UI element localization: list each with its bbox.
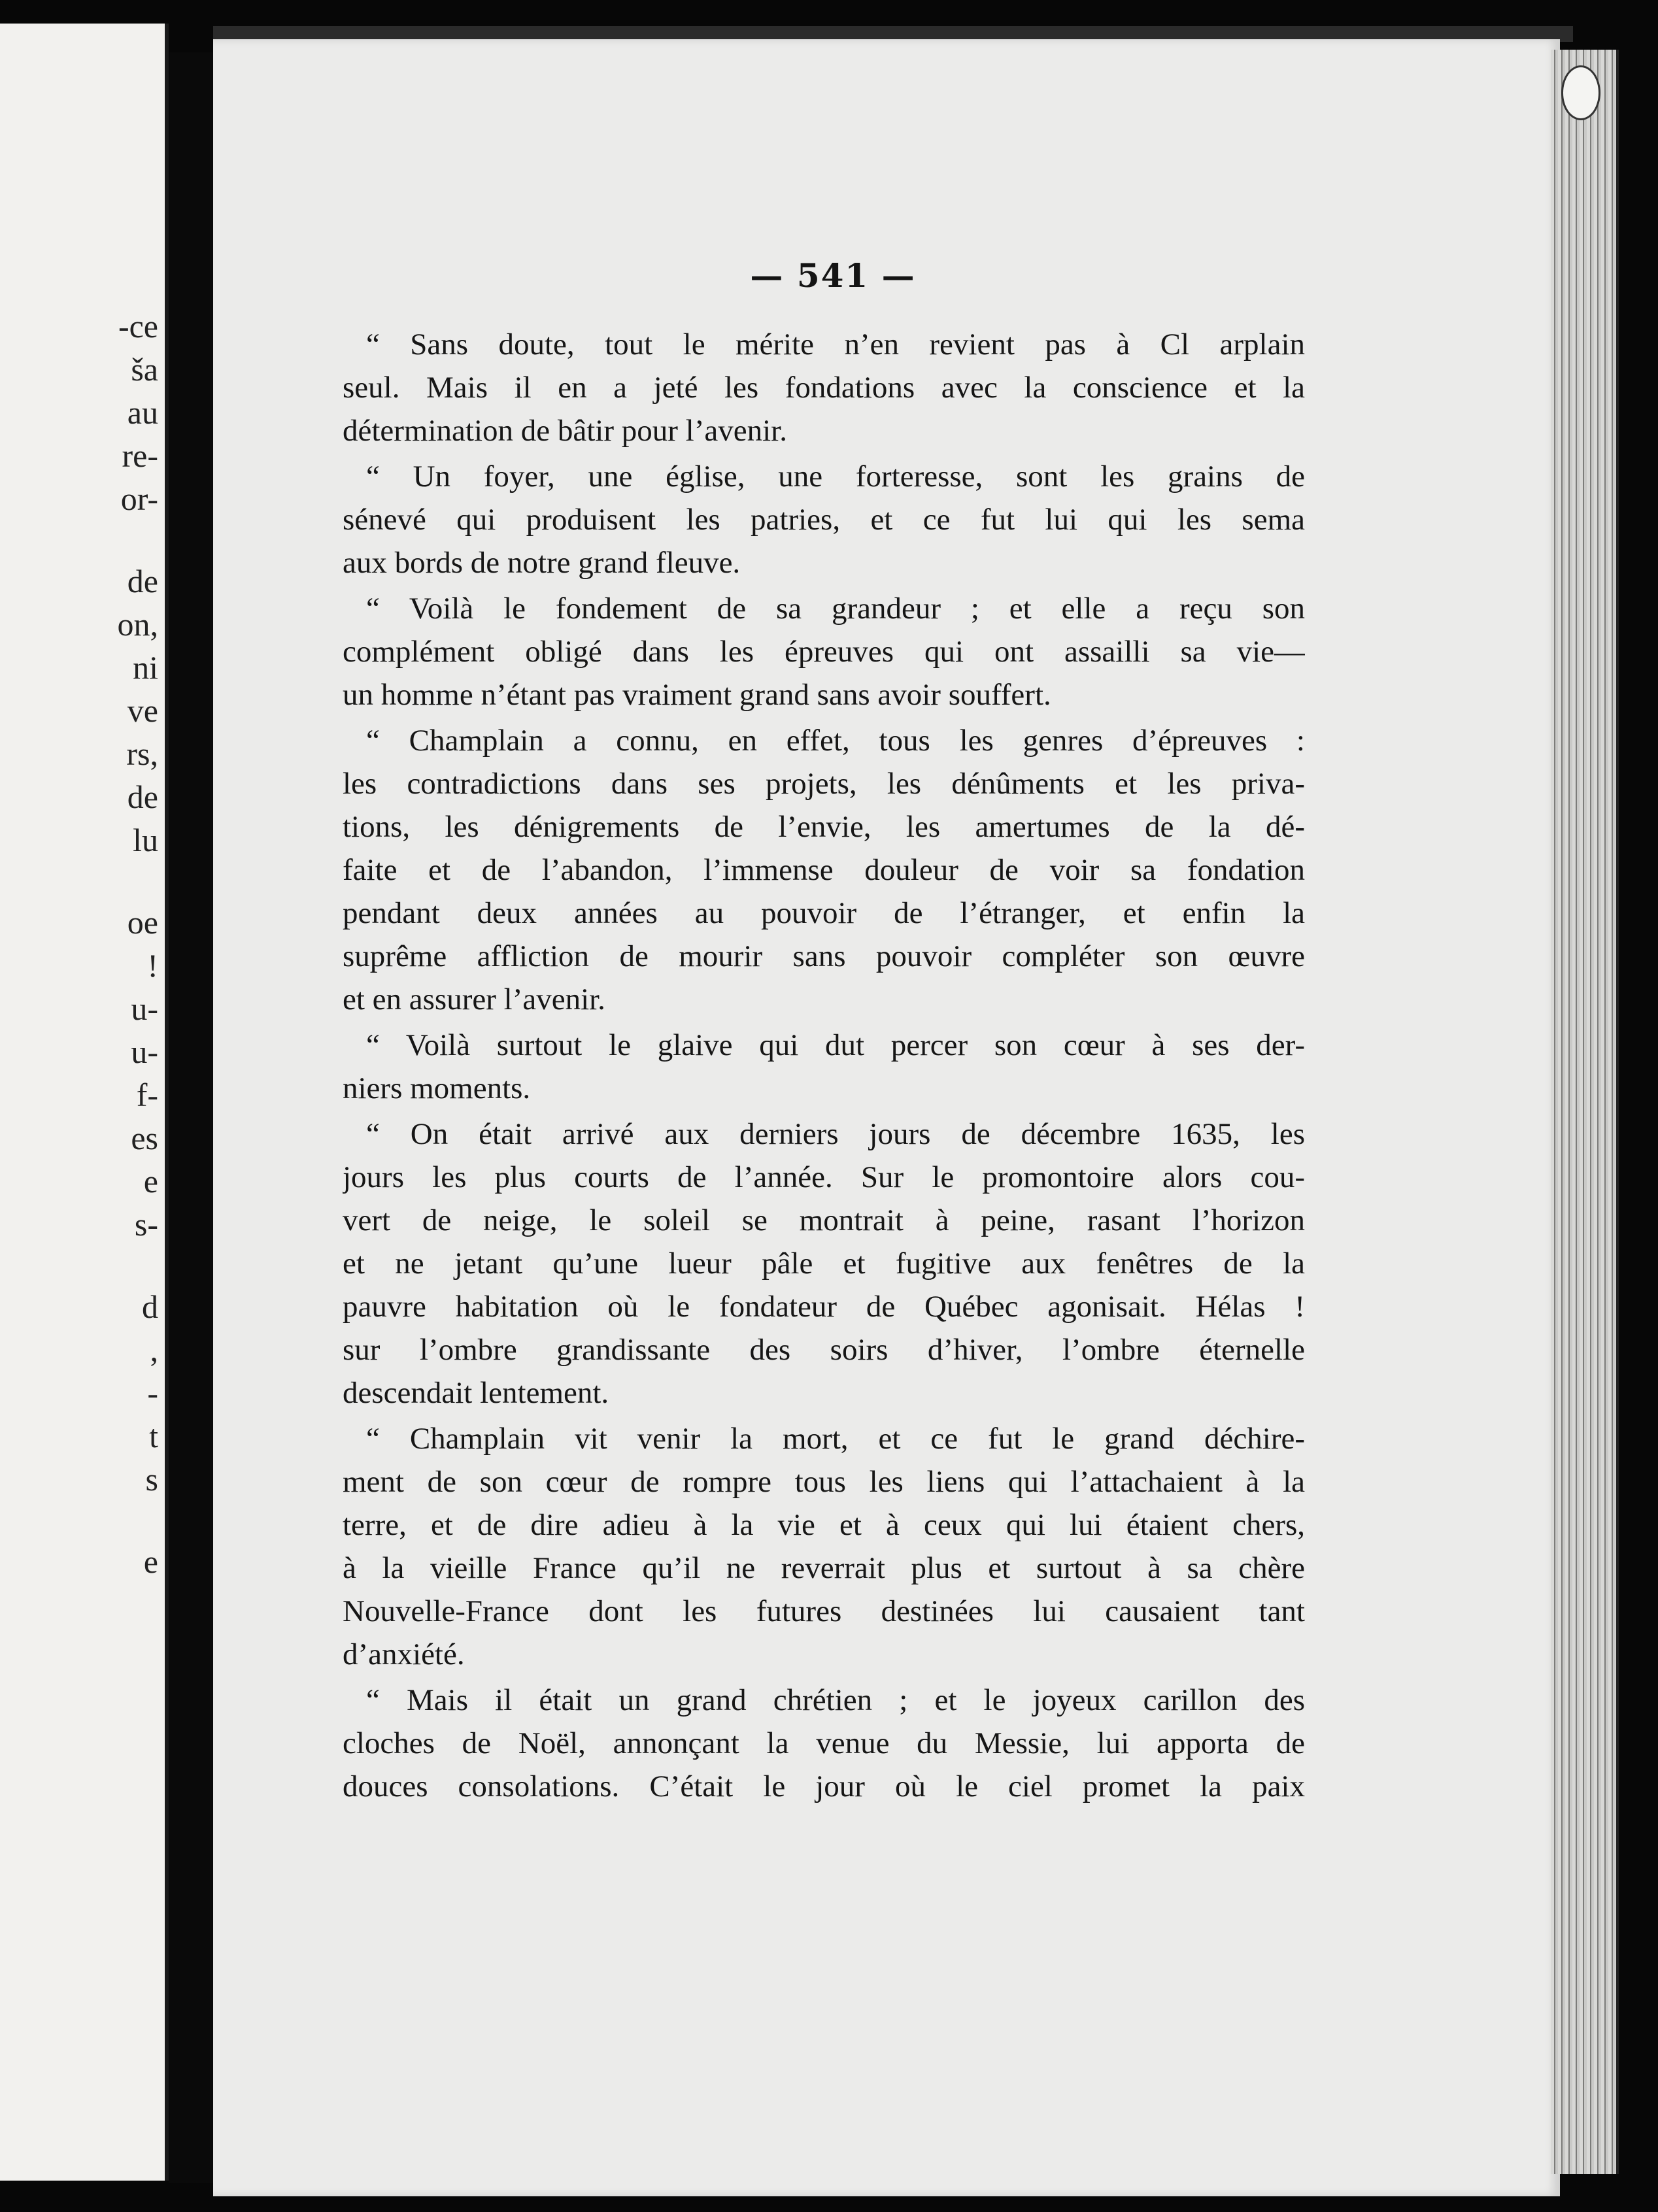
left-page-fragment: re- [122, 437, 158, 474]
text-line: “ On était arrivé aux derniers jours de décembre 1635, les [366, 1117, 1305, 1151]
left-page-fragment: -ce [118, 308, 158, 344]
left-page-fragment: es [131, 1120, 158, 1156]
paragraph [343, 1417, 1305, 1676]
left-facing-page [0, 24, 169, 2181]
paragraph [343, 1113, 1305, 1415]
body-text [343, 323, 1305, 1811]
left-page-fragment: lu [133, 822, 158, 858]
left-page-fragment: or- [120, 480, 158, 517]
left-page-fragment: u- [131, 990, 158, 1027]
text-line: niers moments. [343, 1071, 531, 1105]
left-page-fragment: de [127, 563, 158, 599]
left-page-fragment [106, 1246, 158, 1285]
text-line: cloches de Noël, annonçant la venue du Messie, lui apporta de [343, 1726, 1305, 1760]
left-page-fragment: au [127, 394, 158, 431]
text-line: terre, et de dire adieu à la vie et à ceux qui lui étaient chers, [343, 1508, 1305, 1542]
text-line: à la vieille France qu’il ne reverrait plus et surtout à sa chère [343, 1551, 1305, 1585]
left-page-fragment: e [143, 1163, 158, 1199]
left-page-fragment: ve [127, 692, 158, 729]
text-line: jours les plus courts de l’année. Sur le promontoire alors cou- [343, 1160, 1305, 1194]
text-line: faite et de l’abandon, l’immense douleur de voir sa fondation [343, 853, 1305, 887]
left-page-fragment: d [142, 1288, 158, 1325]
text-line: complément obligé dans les épreuves qui ont assailli sa vie— [343, 635, 1305, 669]
left-page-fragment: u- [131, 1033, 158, 1070]
left-page-fragment: , [150, 1332, 158, 1368]
text-line: et en assurer l’avenir. [343, 982, 605, 1016]
left-page-fragment [106, 1501, 158, 1540]
paragraph [343, 1024, 1305, 1110]
text-line: pauvre habitation où le fondateur de Québec agonisait. Hélas ! [343, 1290, 1305, 1324]
text-line: sur l’ombre grandissante des soirs d’hiver, l’ombre éternelle [343, 1333, 1305, 1367]
book-gutter [169, 52, 214, 2183]
paragraph [343, 1679, 1305, 1808]
page-number: — 541 — [750, 256, 916, 295]
text-line: seul. Mais il en a jeté les fondations avec la conscience et la [343, 371, 1305, 405]
text-line: sénevé qui produisent les patries, et ce fut lui qui les sema [343, 503, 1305, 537]
text-line: vert de neige, le soleil se montrait à peine, rasant l’horizon [343, 1203, 1305, 1237]
text-line: un homme n’étant pas vraiment grand sans avoir souffert. [343, 678, 1051, 712]
text-line: d’anxiété. [343, 1637, 465, 1671]
left-page-fragment: e [143, 1543, 158, 1580]
left-page-text-fragments [106, 305, 158, 1583]
page-edges [1551, 50, 1619, 2174]
text-line: ment de son cœur de rompre tous les liens qui l’attachaient à la [343, 1465, 1305, 1499]
paragraph [343, 323, 1305, 452]
text-line: suprême affliction de mourir sans pouvoir compléter son œuvre [343, 939, 1305, 973]
left-page-fragment: s- [134, 1206, 158, 1243]
text-line: descendait lentement. [343, 1376, 609, 1410]
paragraph [343, 455, 1305, 584]
left-page-fragment: f- [136, 1077, 158, 1113]
text-line: “ Voilà le fondement de sa grandeur ; et elle a reçu son [366, 592, 1305, 626]
text-line: “ Champlain a connu, en effet, tous les genres d’épreuves : [366, 724, 1305, 758]
text-line: douces consolations. C’était le jour où le ciel promet la paix [343, 1769, 1305, 1803]
left-page-fragment: de [127, 779, 158, 815]
left-page-fragment: ni [133, 649, 158, 686]
left-page-fragment: ša [131, 351, 158, 388]
text-line: pendant deux années au pouvoir de l’étranger, et enfin la [343, 896, 1305, 930]
text-line: “ Voilà surtout le glaive qui dut percer son cœur à ses der- [366, 1028, 1305, 1062]
text-line: “ Un foyer, une église, une forteresse, sont les grains de [366, 460, 1305, 494]
left-page-fragment [106, 520, 158, 560]
left-page-fragment: - [147, 1375, 158, 1411]
text-line: “ Sans doute, tout le mérite n’en revient pas à Cl arplain [366, 327, 1305, 361]
left-page-fragment: oe [127, 904, 158, 941]
left-page-fragment [106, 862, 158, 901]
left-page-fragment: rs, [126, 735, 158, 772]
page-hole [1561, 65, 1600, 120]
left-page-fragment: s [145, 1461, 158, 1498]
text-line: Nouvelle-France dont les futures destinées lui causaient tant [343, 1594, 1305, 1628]
text-line: tions, les dénigrements de l’envie, les amertumes de la dé- [343, 810, 1305, 844]
text-line: “ Mais il était un grand chrétien ; et le joyeux carillon des [366, 1683, 1305, 1717]
text-line: aux bords de notre grand fleuve. [343, 546, 741, 580]
paragraph [343, 719, 1305, 1021]
left-page-fragment: ! [147, 947, 158, 984]
left-page-fragment: on, [117, 606, 158, 643]
text-line: “ Champlain vit venir la mort, et ce fut le grand déchire- [366, 1422, 1305, 1456]
text-line: et ne jetant qu’une lueur pâle et fugitive aux fenêtres de la [343, 1247, 1305, 1281]
text-line: les contradictions dans ses projets, les dénûments et les priva- [343, 767, 1305, 801]
paragraph [343, 587, 1305, 716]
text-line: détermination de bâtir pour l’avenir. [343, 414, 787, 448]
left-page-fragment: t [149, 1418, 158, 1454]
